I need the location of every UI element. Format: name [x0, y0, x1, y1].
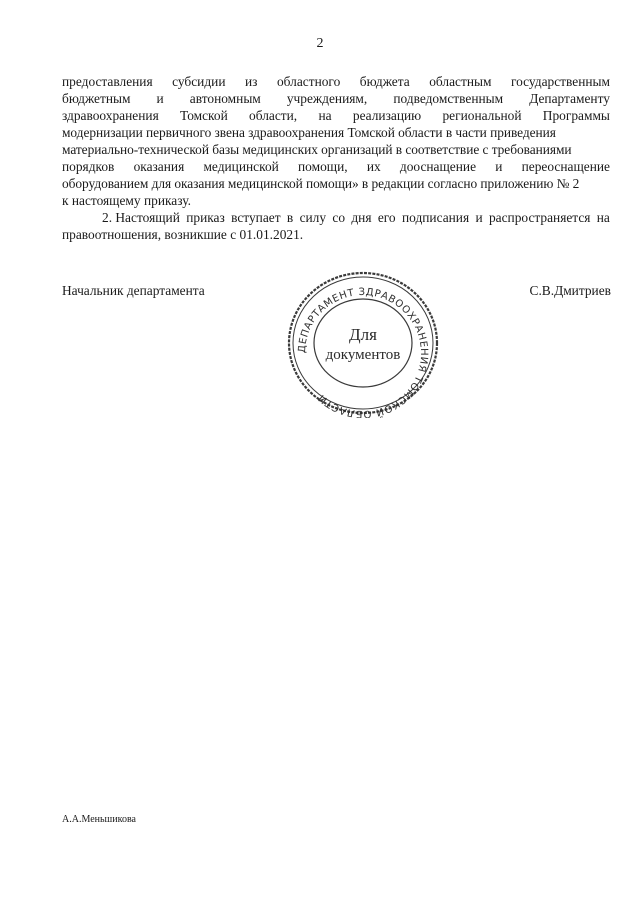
text-word: силу — [299, 210, 327, 225]
text-word: вступает — [231, 210, 281, 225]
stamp-ring-text: ДЕПАРТАМЕНТ ЗДРАВООХРАНЕНИЯ ТОМСКОЙ ОБЛАСТИ — [296, 286, 430, 418]
text-word: помощи, — [298, 159, 348, 174]
executor-name: А.А.Меньшикова — [62, 814, 136, 825]
text-word: и — [495, 159, 503, 174]
text-word: подведомственным — [393, 91, 504, 106]
text-word: предоставления — [62, 74, 153, 89]
text-word: бюджета — [359, 74, 410, 89]
signer-name: С.В.Дмитриев — [529, 283, 611, 298]
text-word: из — [245, 74, 258, 89]
text-line — [62, 73, 610, 90]
text-line: к настоящему приказу. — [62, 193, 191, 208]
text-word: бюджетным — [62, 91, 131, 106]
text-line — [62, 90, 610, 107]
text-word: и — [156, 91, 164, 106]
text-word: на — [318, 108, 332, 123]
text-word: оказания — [133, 159, 185, 174]
text-word: со — [332, 210, 346, 225]
text-word: в — [286, 210, 294, 225]
text-word: их — [366, 159, 381, 174]
text-word: переоснащение — [521, 159, 610, 174]
text-word: учреждениям, — [286, 91, 368, 106]
text-line: модернизации первичного звена здравоохранения Томской области в части приведения — [62, 125, 556, 140]
text-word: субсидии — [172, 74, 226, 89]
stamp-center-line1: Для — [349, 325, 377, 344]
text-line: материально-технической базы медицинских организаций в соответствие с требованиями — [62, 142, 572, 157]
text-word: дня — [351, 210, 372, 225]
text-word: региональной — [442, 108, 522, 123]
text-word: 2. Настоящий — [102, 210, 180, 225]
text-line: оборудованием для оказания медицинской помощи» в редакции согласно приложению № 2 — [62, 176, 580, 191]
text-word: здравоохранения — [62, 108, 159, 123]
text-line — [62, 209, 610, 226]
page-number: 2 — [316, 36, 324, 51]
text-word: его — [377, 210, 396, 225]
text-word: медицинской — [203, 159, 279, 174]
text-word: Программы — [542, 108, 610, 123]
text-word: реализацию — [352, 108, 422, 123]
paragraph-1 — [62, 73, 610, 209]
text-word: государственным — [510, 74, 610, 89]
text-word: автономным — [189, 91, 261, 106]
body-text — [62, 73, 610, 243]
text-line — [62, 107, 610, 124]
text-word: приказ — [186, 210, 225, 225]
signer-title: Начальник департамента — [62, 283, 205, 298]
text-word: порядков — [62, 159, 115, 174]
text-line: правоотношения, возникшие с 01.01.2021. — [62, 227, 304, 242]
text-word: дооснащение — [399, 159, 477, 174]
text-word: и — [475, 210, 483, 225]
text-word: Томской — [180, 108, 228, 123]
official-stamp — [283, 268, 443, 418]
text-word: распространяется — [488, 210, 591, 225]
paragraph-2 — [62, 209, 610, 243]
text-word: Департаменту — [529, 91, 610, 106]
text-word: подписания — [401, 210, 470, 225]
text-word: на — [596, 210, 610, 225]
text-word: области, — [249, 108, 298, 123]
stamp-center-line2: документов — [325, 347, 401, 363]
text-word: областным — [429, 74, 492, 89]
text-line — [62, 158, 610, 175]
text-word: областного — [276, 74, 341, 89]
